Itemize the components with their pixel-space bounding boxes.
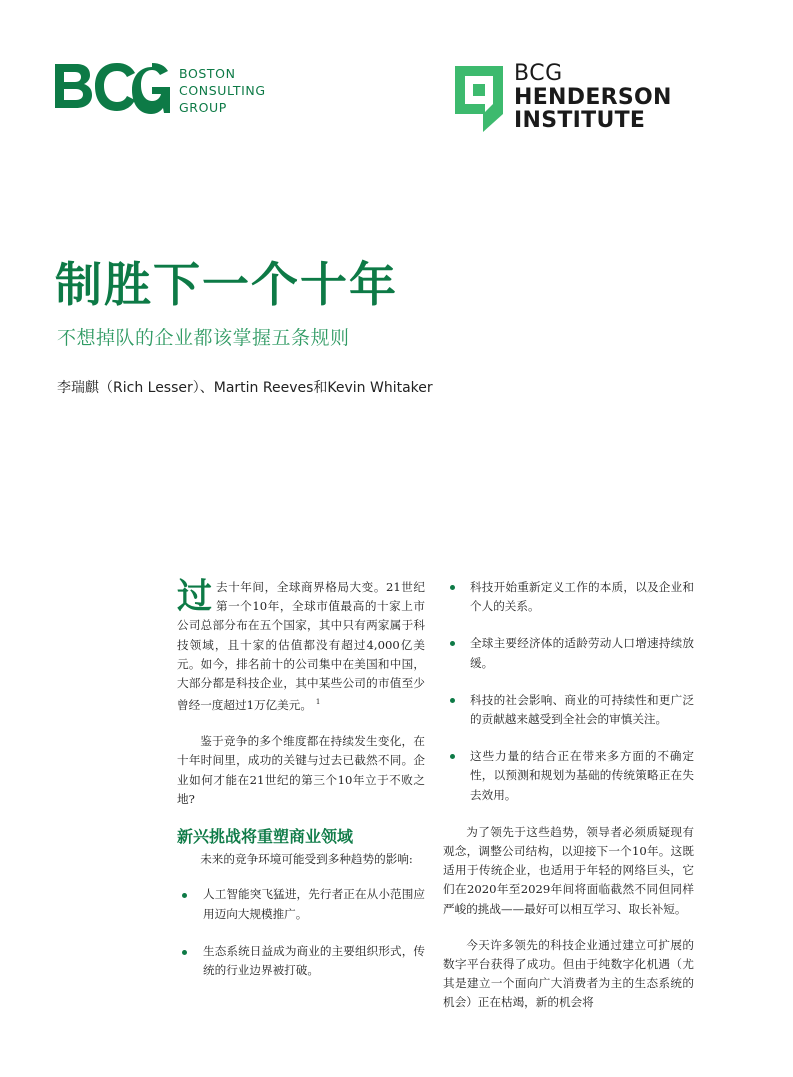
list-item [443, 578, 694, 616]
drop-cap: 过 [177, 576, 213, 617]
body-paragraph: 鉴于竞争的多个维度都在持续发生变化，在十年时间里，成功的关键与过去已截然不同。企业如何才能在21世纪的第三个10年立于不败之地? [177, 734, 425, 806]
bcg-logo [53, 62, 283, 114]
left-column [177, 578, 425, 998]
right-column [443, 578, 694, 1030]
bullet-icon [450, 585, 455, 590]
intro-text: 去十年间，全球商界格局大变。21世纪第一个10年，全球市值最高的十家上市公司总部分布在五个国家，其中只有两家属于科技领域，且十家的估值都没有超过4,000亿美元。如今，排名前十的公司集中在美国和中国，大部分都是科技企业，其中某些公司的市值至少曾经一度超过1万亿美元。 [177, 580, 425, 713]
bullet-icon [450, 698, 455, 703]
bcg-wordmark-line: BOSTON [179, 66, 236, 81]
footnote-marker[interactable]: 1 [315, 698, 321, 707]
bcg-wordmark-line: GROUP [179, 100, 227, 115]
page-subtitle: 不想掉队的企业都该掌握五条规则 [57, 327, 350, 349]
henderson-wordmark-line: HENDERSON [514, 85, 672, 110]
list-item-text: 全球主要经济体的适龄劳动人口增速持续放缓。 [470, 636, 694, 670]
bcg-logo-mark [53, 62, 171, 114]
bcg-wordmark-line: CONSULTING [179, 83, 266, 98]
page-title: 制胜下一个十年 [55, 258, 398, 313]
section-intro-paragraph: 未来的竞争环境可能受到多种趋势的影响: [200, 852, 413, 867]
list-item [443, 691, 694, 729]
henderson-wordmark [514, 62, 672, 132]
list-item [443, 634, 694, 672]
list-item-text: 生态系统日益成为商业的主要组织形式，传统的行业边界被打破。 [203, 943, 425, 977]
henderson-wordmark-line: BCG [514, 61, 563, 86]
henderson-institute-logo [455, 62, 715, 134]
body-paragraph: 为了领先于这些趋势，领导者必须质疑现有观念，调整公司结构，以迎接下一个10年。这既适用于传统企业，也适用于年轻的网络巨头，它们在2020年至2029年间将面临截然不同但同样严峻的挑战——最好可以相互学习、取长补短。 [443, 824, 694, 916]
list-item-text: 这些力量的结合正在带来多方面的不确定性，以预测和规划为基础的传统策略正在失去效用。 [470, 749, 694, 802]
bcg-wordmark [179, 65, 266, 116]
henderson-wordmark-line: INSTITUTE [514, 108, 646, 133]
list-item [177, 942, 425, 980]
bullet-icon [182, 950, 187, 955]
bullet-icon [450, 641, 455, 646]
list-item-text: 科技的社会影响、商业的可持续性和更广泛的贡献越来越受到全社会的审慎关注。 [470, 692, 694, 727]
bullet-icon [450, 754, 455, 759]
trend-bullet-list [177, 885, 425, 980]
trend-bullet-list [443, 578, 694, 805]
author-line: 李瑞麒（Rich Lesser）、Martin Reeves和Kevin Whitaker [57, 380, 433, 396]
henderson-logo-mark [455, 66, 503, 132]
bullet-icon [182, 893, 187, 898]
intro-paragraph [177, 578, 425, 715]
list-item [443, 747, 694, 805]
list-item-text: 科技开始重新定义工作的本质，以及企业和个人的关系。 [470, 580, 694, 614]
list-item-text: 人工智能突飞猛进，先行者正在从小范围应用迈向大规模推广。 [203, 887, 425, 921]
body-paragraph: 今天许多领先的科技企业通过建立可扩展的数字平台获得了成功。但由于纯数字化机遇（尤其是建立一个面向广大消费者为主的生态系统的机会）正在枯竭，新的机会将 [443, 937, 694, 1010]
list-item [177, 885, 425, 923]
section-heading: 新兴挑战将重塑商业领域 [177, 827, 354, 847]
